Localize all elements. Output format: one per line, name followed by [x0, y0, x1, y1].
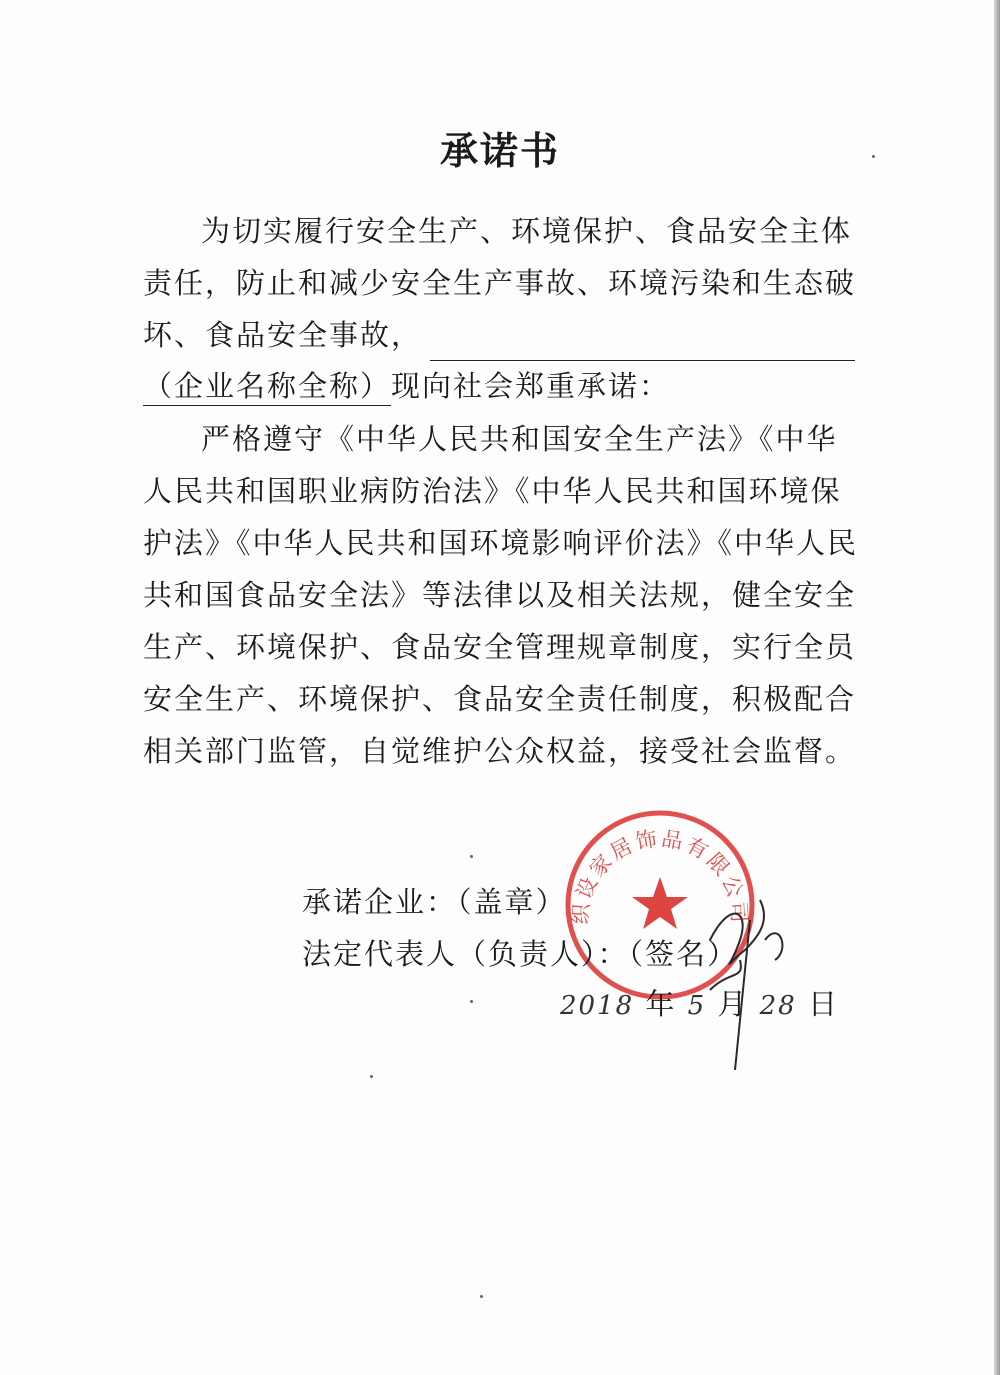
scan-speck [470, 1000, 473, 1003]
commitment-line: 严格遵守《中华人民共和国安全生产法》《中华 [201, 422, 838, 456]
company-name-placeholder: （企业名称全称） [143, 369, 391, 406]
commitment-line: 共和国食品安全法》等法律以及相关法规，健全安全 [143, 578, 857, 612]
scan-speck [872, 155, 875, 158]
date-year-handwritten: 2018 [560, 991, 635, 1021]
date-day-handwritten: 28 [759, 991, 797, 1021]
scan-edge [994, 0, 1000, 1375]
company-seal-label: 承诺企业：（盖章） [302, 885, 567, 919]
date-year-label: 年 [645, 987, 677, 1021]
signing-date [560, 982, 839, 1023]
scan-speck [480, 1295, 483, 1298]
date-month-handwritten: 5 [687, 991, 707, 1021]
date-month-label: 月 [717, 987, 749, 1021]
commitment-line: 安全生产、环境保护、食品安全责任制度，积极配合 [143, 682, 857, 716]
date-day-label: 日 [807, 987, 839, 1021]
company-name-blank[interactable] [430, 330, 855, 361]
commitment-line: 生产、环境保护、食品安全管理规章制度，实行全员 [143, 630, 857, 664]
seal-text: 织设家居饰品有限公司 [568, 826, 752, 927]
commitment-line: 人民共和国职业病防治法》《中华人民共和国环境保 [143, 474, 842, 508]
intro-line-2: 责任，防止和减少安全生产事故、环境污染和生态破 [143, 266, 857, 300]
representative-signature-label: 法定代表人（负责人）：（签名） [302, 937, 739, 971]
company-line-rest: 现向社会郑重承诺： [391, 369, 671, 403]
document-title: 承诺书 [439, 128, 560, 173]
scan-speck [470, 855, 473, 858]
commitment-paragraph [143, 413, 859, 777]
intro-paragraph [143, 205, 857, 361]
company-line [143, 360, 843, 412]
intro-line-1: 为切实履行安全生产、环境保护、食品安全主体 [201, 214, 853, 248]
intro-line-3-text: 坏、食品安全事故， [143, 318, 423, 352]
commitment-line: 相关部门监管，自觉维护公众权益，接受社会监督。 [143, 734, 857, 768]
intro-line-3 [143, 309, 843, 361]
commitment-line: 护法》《中华人民共和国环境影响评价法》《中华人民 [143, 526, 859, 560]
scan-speck [370, 1075, 373, 1078]
handwritten-signature [687, 880, 800, 1070]
seal-star-icon [632, 877, 688, 929]
